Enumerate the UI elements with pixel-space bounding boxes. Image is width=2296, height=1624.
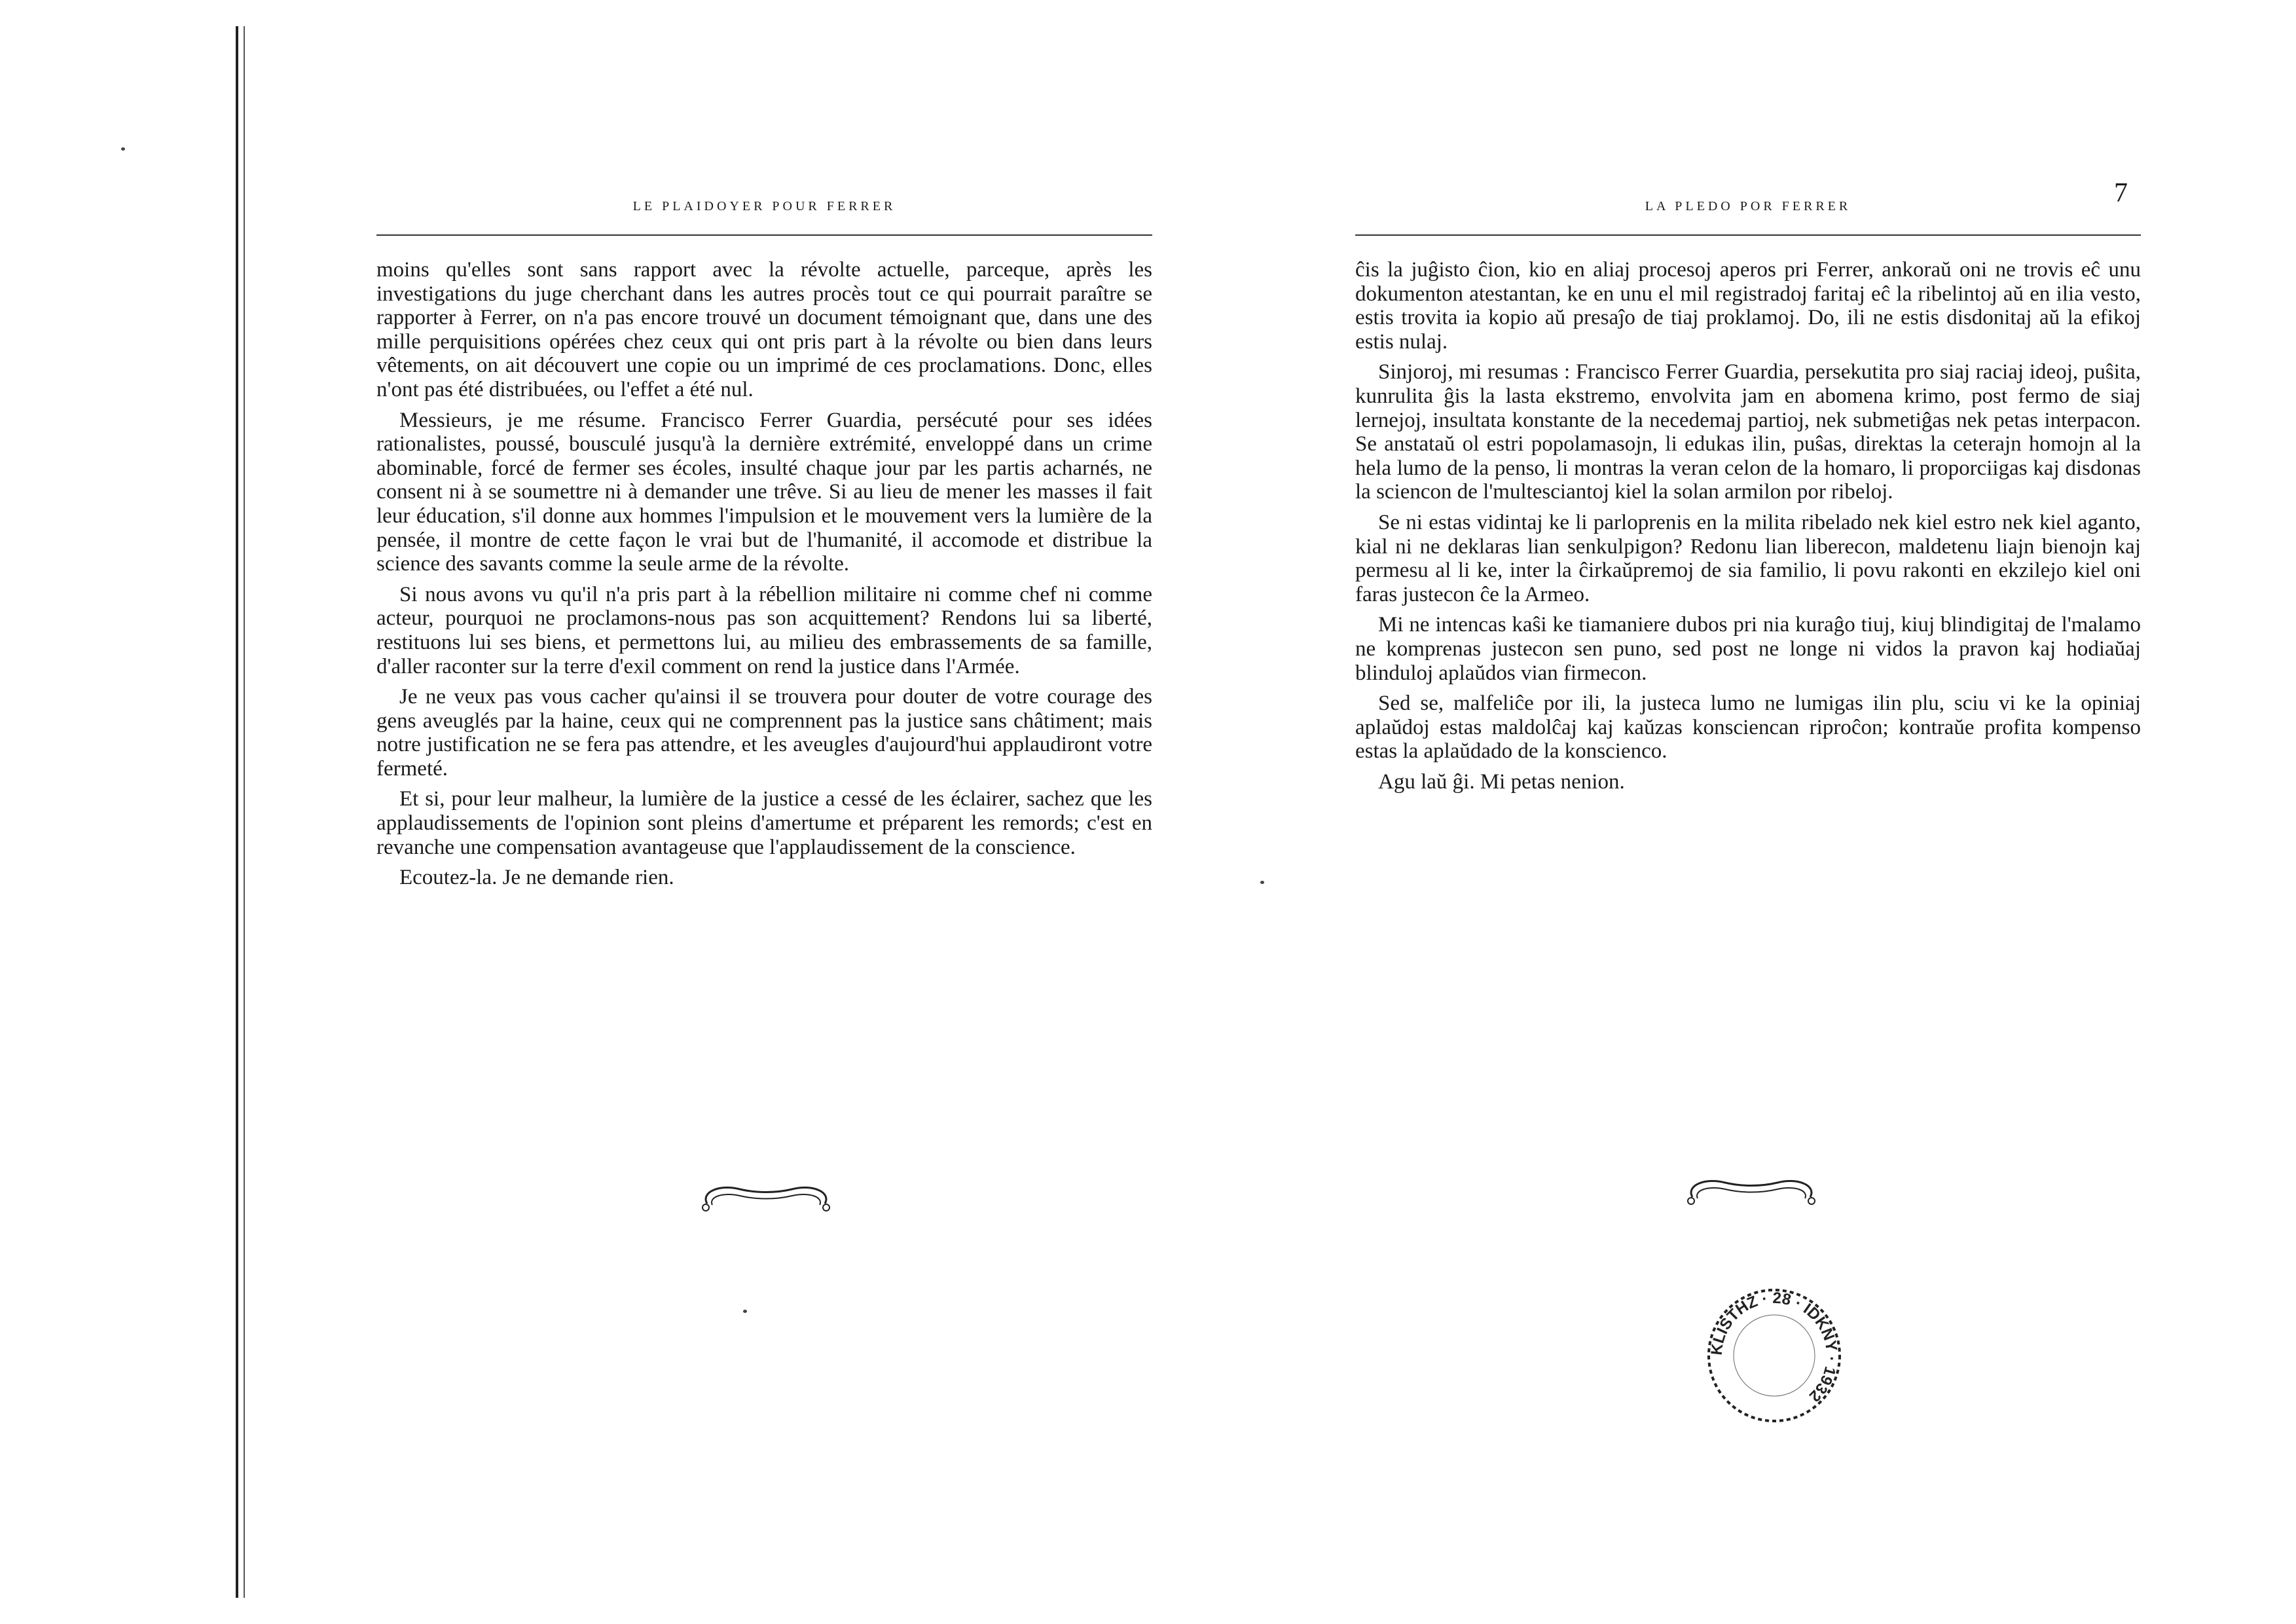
- right-paragraph-6: Agu laŭ ĝi. Mi petas nenion.: [1378, 769, 1625, 794]
- right-running-head-title: LA PLEDO POR FERRER: [1645, 199, 1851, 213]
- right-page-ornament-icon: [1679, 1172, 1823, 1211]
- left-paragraph-4: Je ne veux pas vous cacher qu'ainsi il se trouvera pour douter de votre courage des gens aveuglés par la haine, ceux qui ne comprennent pas la justice sans châtiment; mais notre justification ne se fera pas attendre, et les aveugles d'aujourd'hui applaudiront votre fermeté.: [376, 685, 1152, 781]
- left-page: [376, 196, 1152, 896]
- right-head-rule: [1355, 234, 2141, 236]
- left-paragraph-6: Ecoutez-la. Je ne demande rien.: [399, 866, 674, 890]
- left-paragraph-3: Si nous avons vu qu'il n'a pris part à la rébellion militaire ni comme chef ni comme acteur, pourquoi ne proclamons-nous pas son acquittement? Rendons lui sa liberté, restituons lui ses biens, et permettons lui, au milieu des embrassements de sa famille, d'aller raconter sur la terre d'exil comment on rend la justice dans l'Armée.: [376, 582, 1152, 678]
- right-body-text: [1355, 258, 2141, 794]
- left-head-rule: [376, 234, 1152, 236]
- left-paragraph-2: Messieurs, je me résume. Francisco Ferrer Guardia, persécuté pour ses idées rationalistes, poussé, bousculé jusqu'à la dernière extrémité, enveloppé dans un crime abominable, forcé de fermer ses écoles, insulté chaque jour par les partis acharnés, ne consent ni à se soumettre ni à demander une trêve. Si au lieu de mener les masses il fait leur éducation, s'il donne aux hommes l'impulsion et le mouvement vers la lumière de la pensée, il montre de cette façon le vrai but de l'humanité, il accomode et distribue la science des savants comme la seule arme de la révolte.: [376, 408, 1152, 576]
- page-number: 7: [2114, 178, 2128, 208]
- right-paragraph-4: Mi ne intencas kaŝi ke tiamaniere dubos pri nia kuraĝo tiuj, kiuj blindigitaj de l'malamo ne komprenas justecon sen puno, sed post ne longe ni vidos la pravon kaj hodiaŭaj blinduloj aplaŭdos vian firmecon.: [1355, 613, 2141, 685]
- left-page-ornament-icon: [694, 1179, 838, 1218]
- binding-edge-line-inner: [244, 26, 245, 1598]
- right-paragraph-1: ĉis la juĝisto ĉion, kio en aliaj procesoj aperos pri Ferrer, ankoraŭ oni ne trovis eĉ unu dokumenton atestantan, ke en unu el mil registradoj faritaj eĉ la ribelintoj aŭ en ilia vesto, estis trovita ia kopio aŭ presaĵo de tiaj proklamoj. Do, ili ne estis disdonitaj aŭ la efikoj estis nulaj.: [1355, 258, 2141, 354]
- right-page: [1355, 178, 2141, 800]
- right-paragraph-2: Sinjoroj, mi resumas : Francisco Ferrer Guardia, persekutita pro siaj raciaj ideoj, puŝita, kunrulita ĝis la lasta ekstremo, envolvita jam en abomena krimo, post fermo de siaj lernejoj, insultata konstante de la necedemaj partioj, nek submetiĝas nek petas interpacon. Se anstataŭ ol estri popolamasojn, li edukas ilin, puŝas, direktas la ceterajn homojn al la hela lumo de la penso, li montras la veran celon de la homaro, li proporciigas kaj disdonas la sciencon de l'multesciantoj kiel la solan armilon por ribeloj.: [1355, 360, 2141, 504]
- svg-text:KLISTHZ · 28 · IDKNY · 1932: [1708, 1289, 1840, 1405]
- left-body-text: [376, 258, 1152, 890]
- left-paragraph-5: Et si, pour leur malheur, la lumière de la justice a cessé de les éclairer, sachez que les applaudissements de l'opinion sont pleins d'amertume et préparent les remords; c'est en revanche une compensation avantageuse que l'applaudissement de la conscience.: [376, 787, 1152, 859]
- library-stamp-icon: [1699, 1280, 1850, 1431]
- right-paragraph-3: Se ni estas vidintaj ke li parloprenis en la milita ribelado nek kiel estro nek kiel aganto, kial ni ne deklaras lian senkulpigon? Redonu lian liberecon, maldetenu liajn bienojn kaj permesu al li ke, inter la ĉirkaŭpremoj de sia familio, li povu rakonti en ekzilejo kiel oni faras justecon ĉe la Armeo.: [1355, 510, 2141, 606]
- left-running-head: LE PLAIDOYER POUR FERRER: [632, 199, 896, 213]
- stamp-text: KLISTHZ · 28 · IDKNY · 1932: [1707, 1289, 1841, 1405]
- right-paragraph-5: Sed se, malfeliĉe por ili, la justeca lumo ne lumigas ilin plu, sciu vi ke la opiniaj aplaŭdoj estas maldolĉaj kaj kaŭzas konsciencan riproĉon; kontraŭe profita kompenso estas la aplaŭdado de la konscienco.: [1355, 692, 2141, 764]
- right-running-head: [1355, 178, 2141, 216]
- scan-speck: [743, 1310, 747, 1313]
- left-paragraph-1: moins qu'elles sont sans rapport avec la révolte actuelle, parceque, après les investigations du juge cherchant dans les autres procès tout ce qui pourrait paraître se rapporter à Ferrer, on n'a pas encore trouvé un document témoignant que, dans une des mille perquisitions opérées chez ceux qui ont pris part à la révolte ou bien dans leurs vêtements, on ait découvert une copie ou un imprimé de ces proclamations. Donc, elles n'ont pas été distribuées, ou l'effet a été nul.: [376, 258, 1152, 401]
- scan-speck: [121, 147, 125, 151]
- scan-speck: [1260, 881, 1264, 884]
- binding-edge-line: [236, 26, 238, 1598]
